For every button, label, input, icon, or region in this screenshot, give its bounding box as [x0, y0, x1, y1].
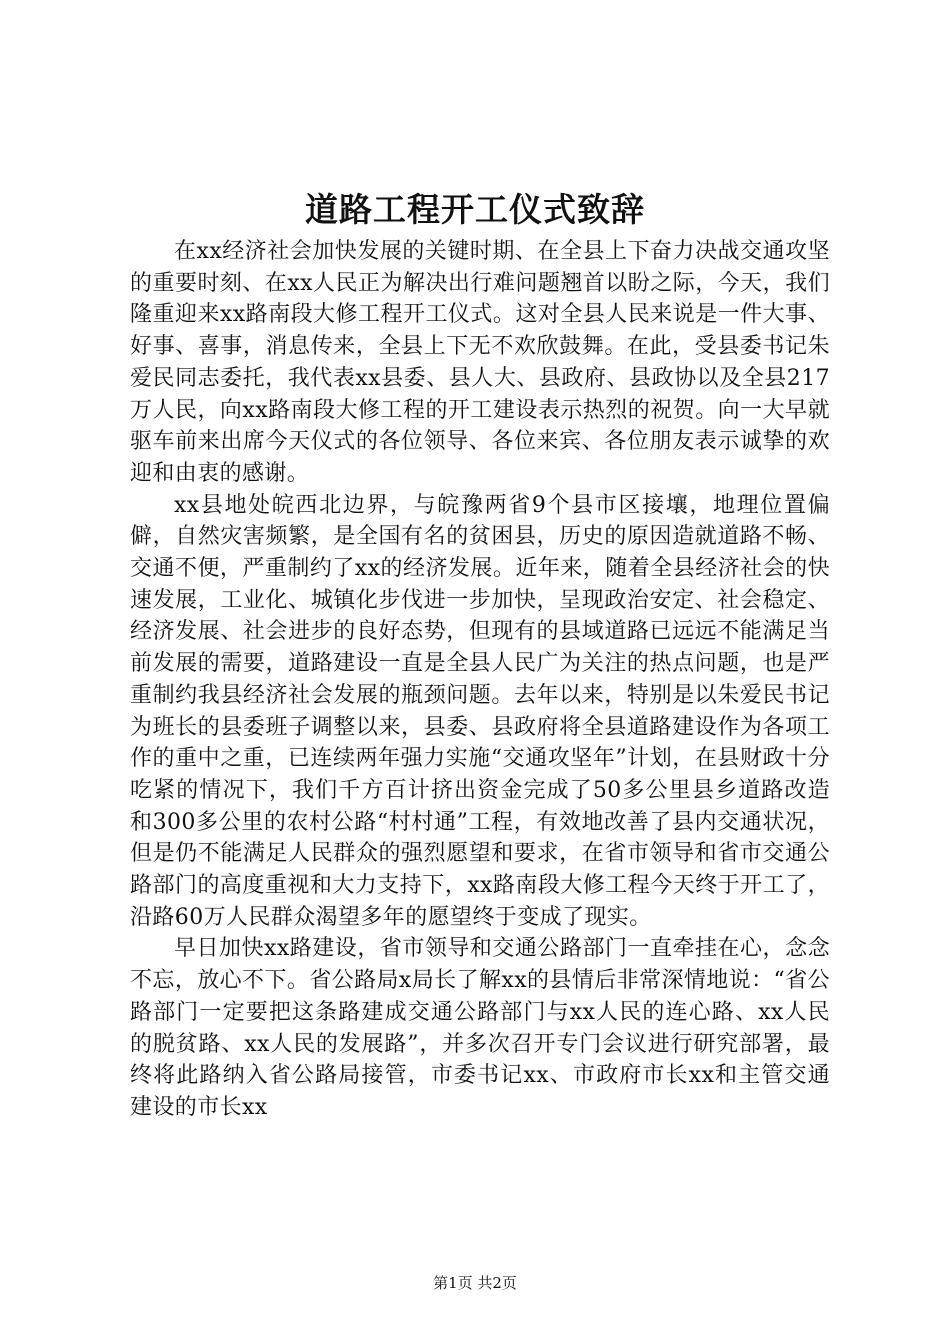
paragraph: 在xx经济社会加快发展的关键时期、在全县上下奋力决战交通攻坚的重要时刻、在xx人民正为解决出行难问题翘首以盼之际，今天，我们隆重迎来xx路南段大修工程开工仪式。这对全县人民来说是一件大事、好事、喜事，消息传来，全县上下无不欢欣鼓舞。在此，受县委书记朱爱民同志委托，我代表xx县委、县人大、县政府、县政协以及全县217万人民，向xx路南段大修工程的开工建设表示热烈的祝贺。向一大早就驱车前来出席今天仪式的各位领导、各位来宾、各位朋友表示诚挚的欢迎和由衷的感谢。 — [130, 239, 830, 486]
paragraph: 早日加快xx路建设，省市领导和交通公路部门一直牵挂在心，念念不忘，放心不下。省公路局x局长了解xx的县情后非常深情地说：“省公路部门一定要把这条路建成交通公路部门与xx人民的连心路、xx人民的脱贫路、xx人民的发展路”，并多次召开专门会议进行研究部署，最终将此路纳入省公路局接管，市委书记xx、市政府市长xx和主管交通建设的市长xx — [130, 936, 830, 1120]
page-number-footer: 第1页 共2页 — [433, 1274, 517, 1292]
paragraph: xx县地处皖西北边界，与皖豫两省9个县市区接壤，地理位置偏僻，自然灾害频繁，是全国有名的贫困县，历史的原因造就道路不畅、交通不便，严重制约了xx的经济发展。近年来，随着全县经济社会的快速发展，工业化、城镇化步伐进一步加快，呈现政治安定、社会稳定、经济发展、社会进步的良好态势，但现有的县域道路已远远不能满足当前发展的需要，道路建设一直是全县人民广为关注的热点问题，也是严重制约我县经济社会发展的瓶颈问题。去年以来，特别是以朱爱民书记为班长的县委班子调整以来，县委、县政府将全县道路建设作为各项工作的重中之重，已连续两年强力实施“交通攻坚年”计划，在县财政十分吃紧的情况下，我们千方百计挤出资金完成了50多公里县乡道路改造和300多公里的农村公路“村村通”工程，有效地改善了县内交通状况，但是仍不能满足人民群众的强烈愿望和要求，在省市领导和省市交通公路部门的高度重视和大力支持下，xx路南段大修工程今天终于开工了，沿路60万人民群众渴望多年的愿望终于变成了现实。 — [130, 492, 830, 930]
document-title: 道路工程开工仪式致辞 — [305, 190, 645, 229]
document-body — [130, 236, 830, 1124]
